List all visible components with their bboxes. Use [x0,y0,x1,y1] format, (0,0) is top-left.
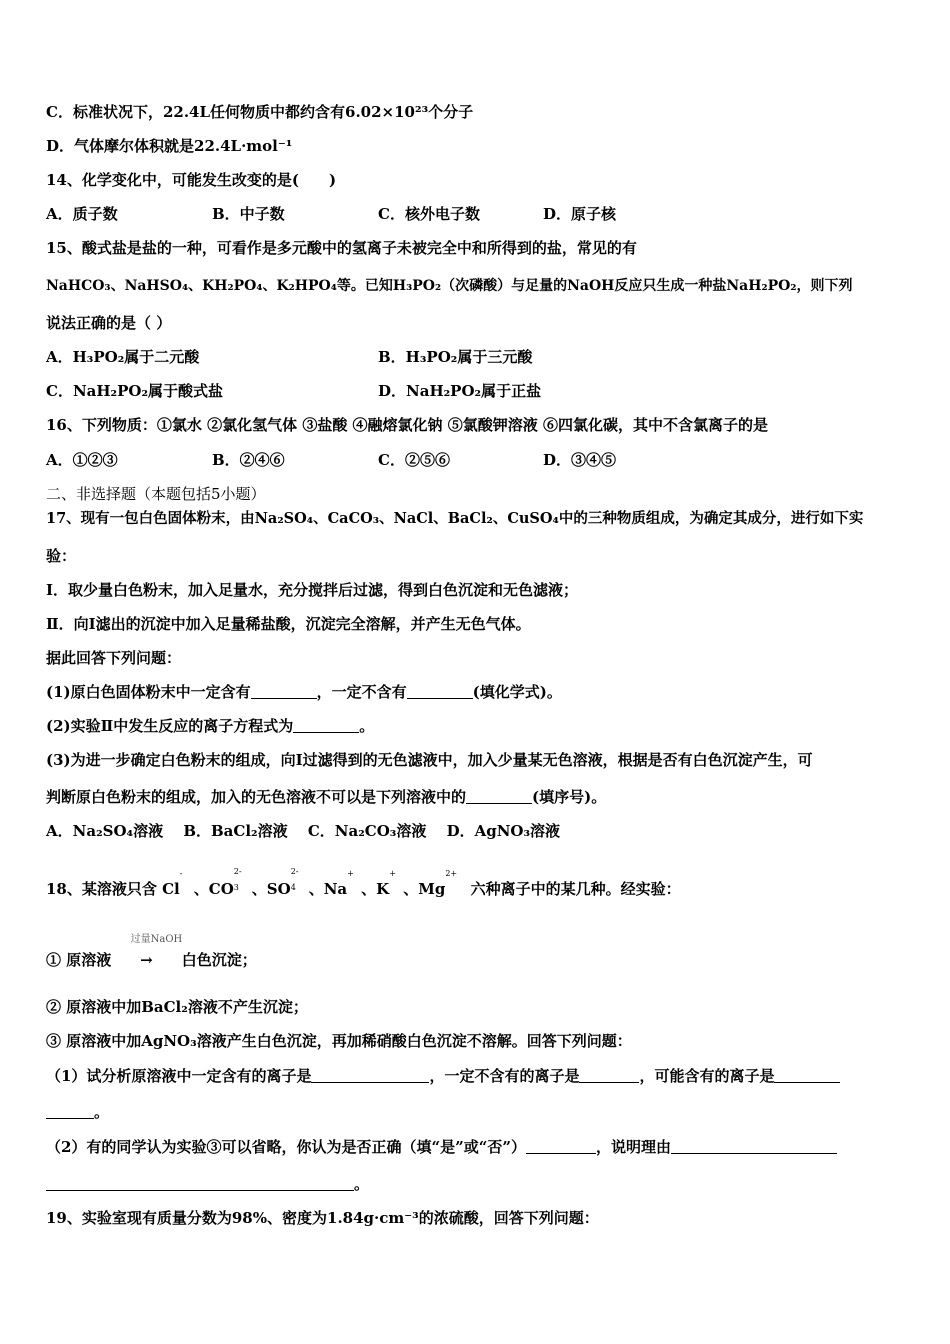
q14-option-d: D．原子核 [543,205,617,223]
q17-stem-line1: 17、现有一包白色固体粉末，由Na₂SO₄、CaCO₃、NaCl、BaCl₂、CuSO₄中的三种物质组成，为确定其成分，进行如下实 [46,510,864,527]
q16-option-a: A．①②③ [46,451,118,469]
answer-blank[interactable] [526,1139,596,1154]
q18-experiment-2: ② 原溶液中加BaCl₂溶液不产生沉淀； [46,998,308,1016]
answer-blank[interactable] [46,1104,94,1119]
q15-option-b: B．H₃PO₂属于三元酸 [378,348,533,366]
answer-blank[interactable] [407,684,473,699]
answer-blank[interactable] [774,1068,840,1083]
q13-option-d: D．气体摩尔体积就是22.4L·mol⁻¹ [46,137,293,155]
arrow-icon: → [140,951,153,969]
q14-stem: 14、化学变化中，可能发生改变的是( ) [46,171,337,189]
q17-sub1-text-a: (1)原白色固体粉末中一定含有 [46,683,251,701]
q18-sub2-text-b: ，说明理由 [595,1138,671,1156]
ion-chloride: Cl - [162,869,183,898]
q17-sub1-text-b: ，一定不含有 [316,683,407,701]
q18-subquestion-1-line1 [46,1066,840,1086]
q15-option-c: C．NaH₂PO₂属于酸式盐 [46,382,224,400]
ion-carbonate: CO 2- 3 [208,867,242,898]
q18-exp1-text-a: ① 原溶液 [46,951,112,969]
q18-sub1-text-c: ，可能含有的离子是 [639,1067,775,1085]
ion-sodium: Na + [323,869,354,898]
q17-subquestion-2 [46,716,374,736]
reaction-condition: 过量NaOH [130,934,183,945]
q18-subquestion-1-line2 [46,1102,109,1122]
q17-sub1-text-c: (填化学式)。 [472,683,562,701]
q18-exp1-text-b: 白色沉淀； [181,951,257,969]
answer-blank[interactable] [251,684,317,699]
q15-stem-line2: NaHCO₃、NaHSO₄、KH₂PO₄、K₂HPO₄等。已知H₃PO₂（次磷酸）与足量的NaOH反应只生成一种盐NaH₂PO₂，则下列 [46,278,853,294]
q16-option-c: C．②⑤⑥ [378,451,450,469]
q18-sub1-text-b: ，一定不含有的离子是 [429,1067,580,1085]
answer-blank[interactable] [293,718,359,733]
q17-step-1: Ⅰ．取少量白色粉末，加入足量水，充分搅拌后过滤，得到白色沉淀和无色滤液； [46,581,579,599]
answer-blank[interactable] [579,1068,639,1083]
q19-stem: 19、实验室现有质量分数为98%、密度为1.84g·cm⁻³的浓硫酸，回答下列问题： [46,1209,599,1227]
q17-subquestion-3-line2 [46,787,606,807]
ion-magnesium: Mg 2+ [418,869,458,898]
q14-option-c: C．核外电子数 [378,205,480,223]
q18-experiment-3: ③ 原溶液中加AgNO₃溶液产生白色沉淀，再加稀硝酸白色沉淀不溶解。回答下列问题： [46,1032,632,1050]
answer-blank[interactable] [46,1176,354,1191]
q15-option-a: A．H₃PO₂属于二元酸 [46,348,200,366]
q17-sub3-text-c: (填序号)。 [532,788,607,806]
q17-subquestion-1 [46,682,562,702]
section-heading: 二、非选择题（本题包括5小题） [46,485,266,503]
q18-sub2-text-c: 。 [354,1175,370,1193]
q15-stem-line3: 说法正确的是（ ） [46,314,172,332]
q18-experiment-1 [46,934,257,970]
q18-stem: 18、某溶液只含 Cl - 、CO 2- 3 、SO 2- 4 、Na + 、K + 、Mg 2+ 六种离子中的某几种。经实验： [46,867,681,898]
answer-blank[interactable] [671,1139,837,1154]
q17-sub3-text-b: 判断原白色粉末的组成，加入的无色溶液不可以是下列溶液中的 [46,788,467,806]
ion-sulfate: SO 2- 4 [266,867,299,898]
q18-sub1-text-d: 。 [94,1103,110,1121]
answer-blank[interactable] [466,789,532,804]
answer-blank[interactable] [311,1068,429,1083]
q18-sub1-text-a: （1）试分析原溶液中一定含有的离子是 [46,1067,312,1085]
q17-prompt: 据此回答下列问题： [46,649,182,667]
reaction-arrow [116,934,183,970]
q17-stem-line2: 验： [46,547,77,565]
q17-options: A．Na₂SO₄溶液 B．BaCl₂溶液 C．Na₂CO₃溶液 D．AgNO₃溶液 [46,822,561,840]
q17-sub2-text-b: 。 [359,717,375,735]
q18-stem-post: 六种离子中的某几种。经实验： [470,880,681,898]
q14-option-b: B．中子数 [212,205,285,223]
q17-subquestion-3-line1: (3)为进一步确定白色粉末的组成，向Ⅰ过滤得到的无色滤液中，加入少量某无色溶液，根据是否有白色沉淀产生，可 [46,751,813,769]
q18-subquestion-2-line2 [46,1174,369,1194]
q17-step-2: Ⅱ．向Ⅰ滤出的沉淀中加入足量稀盐酸，沉淀完全溶解，并产生无色气体。 [46,615,531,633]
q16-option-b: B．②④⑥ [212,451,285,469]
q15-stem-line1: 15、酸式盐是盐的一种，可看作是多元酸中的氢离子未被完全中和所得到的盐，常见的有 [46,239,637,257]
q13-option-c: C．标准状况下，22.4L任何物质中都约含有6.02×10²³个分子 [46,103,474,121]
q18-subquestion-2-line1 [46,1137,837,1157]
q17-sub2-text-a: (2)实验Ⅱ中发生反应的离子方程式为 [46,717,294,735]
q14-option-a: A．质子数 [46,205,118,223]
q18-stem-pre: 18、某溶液只含 [46,880,157,898]
q15-option-d: D．NaH₂PO₂属于正盐 [378,382,542,400]
q16-stem: 16、下列物质：①氯水 ②氯化氢气体 ③盐酸 ④融熔氯化钠 ⑤氯酸钾溶液 ⑥四氯化碳，其中不含氯离子的是 [46,416,768,434]
q18-sub2-text-a: （2）有的同学认为实验③可以省略，你认为是否正确（填“是”或“否”） [46,1138,526,1156]
ion-potassium: K + [376,869,396,898]
q16-option-d: D．③④⑤ [543,451,617,469]
